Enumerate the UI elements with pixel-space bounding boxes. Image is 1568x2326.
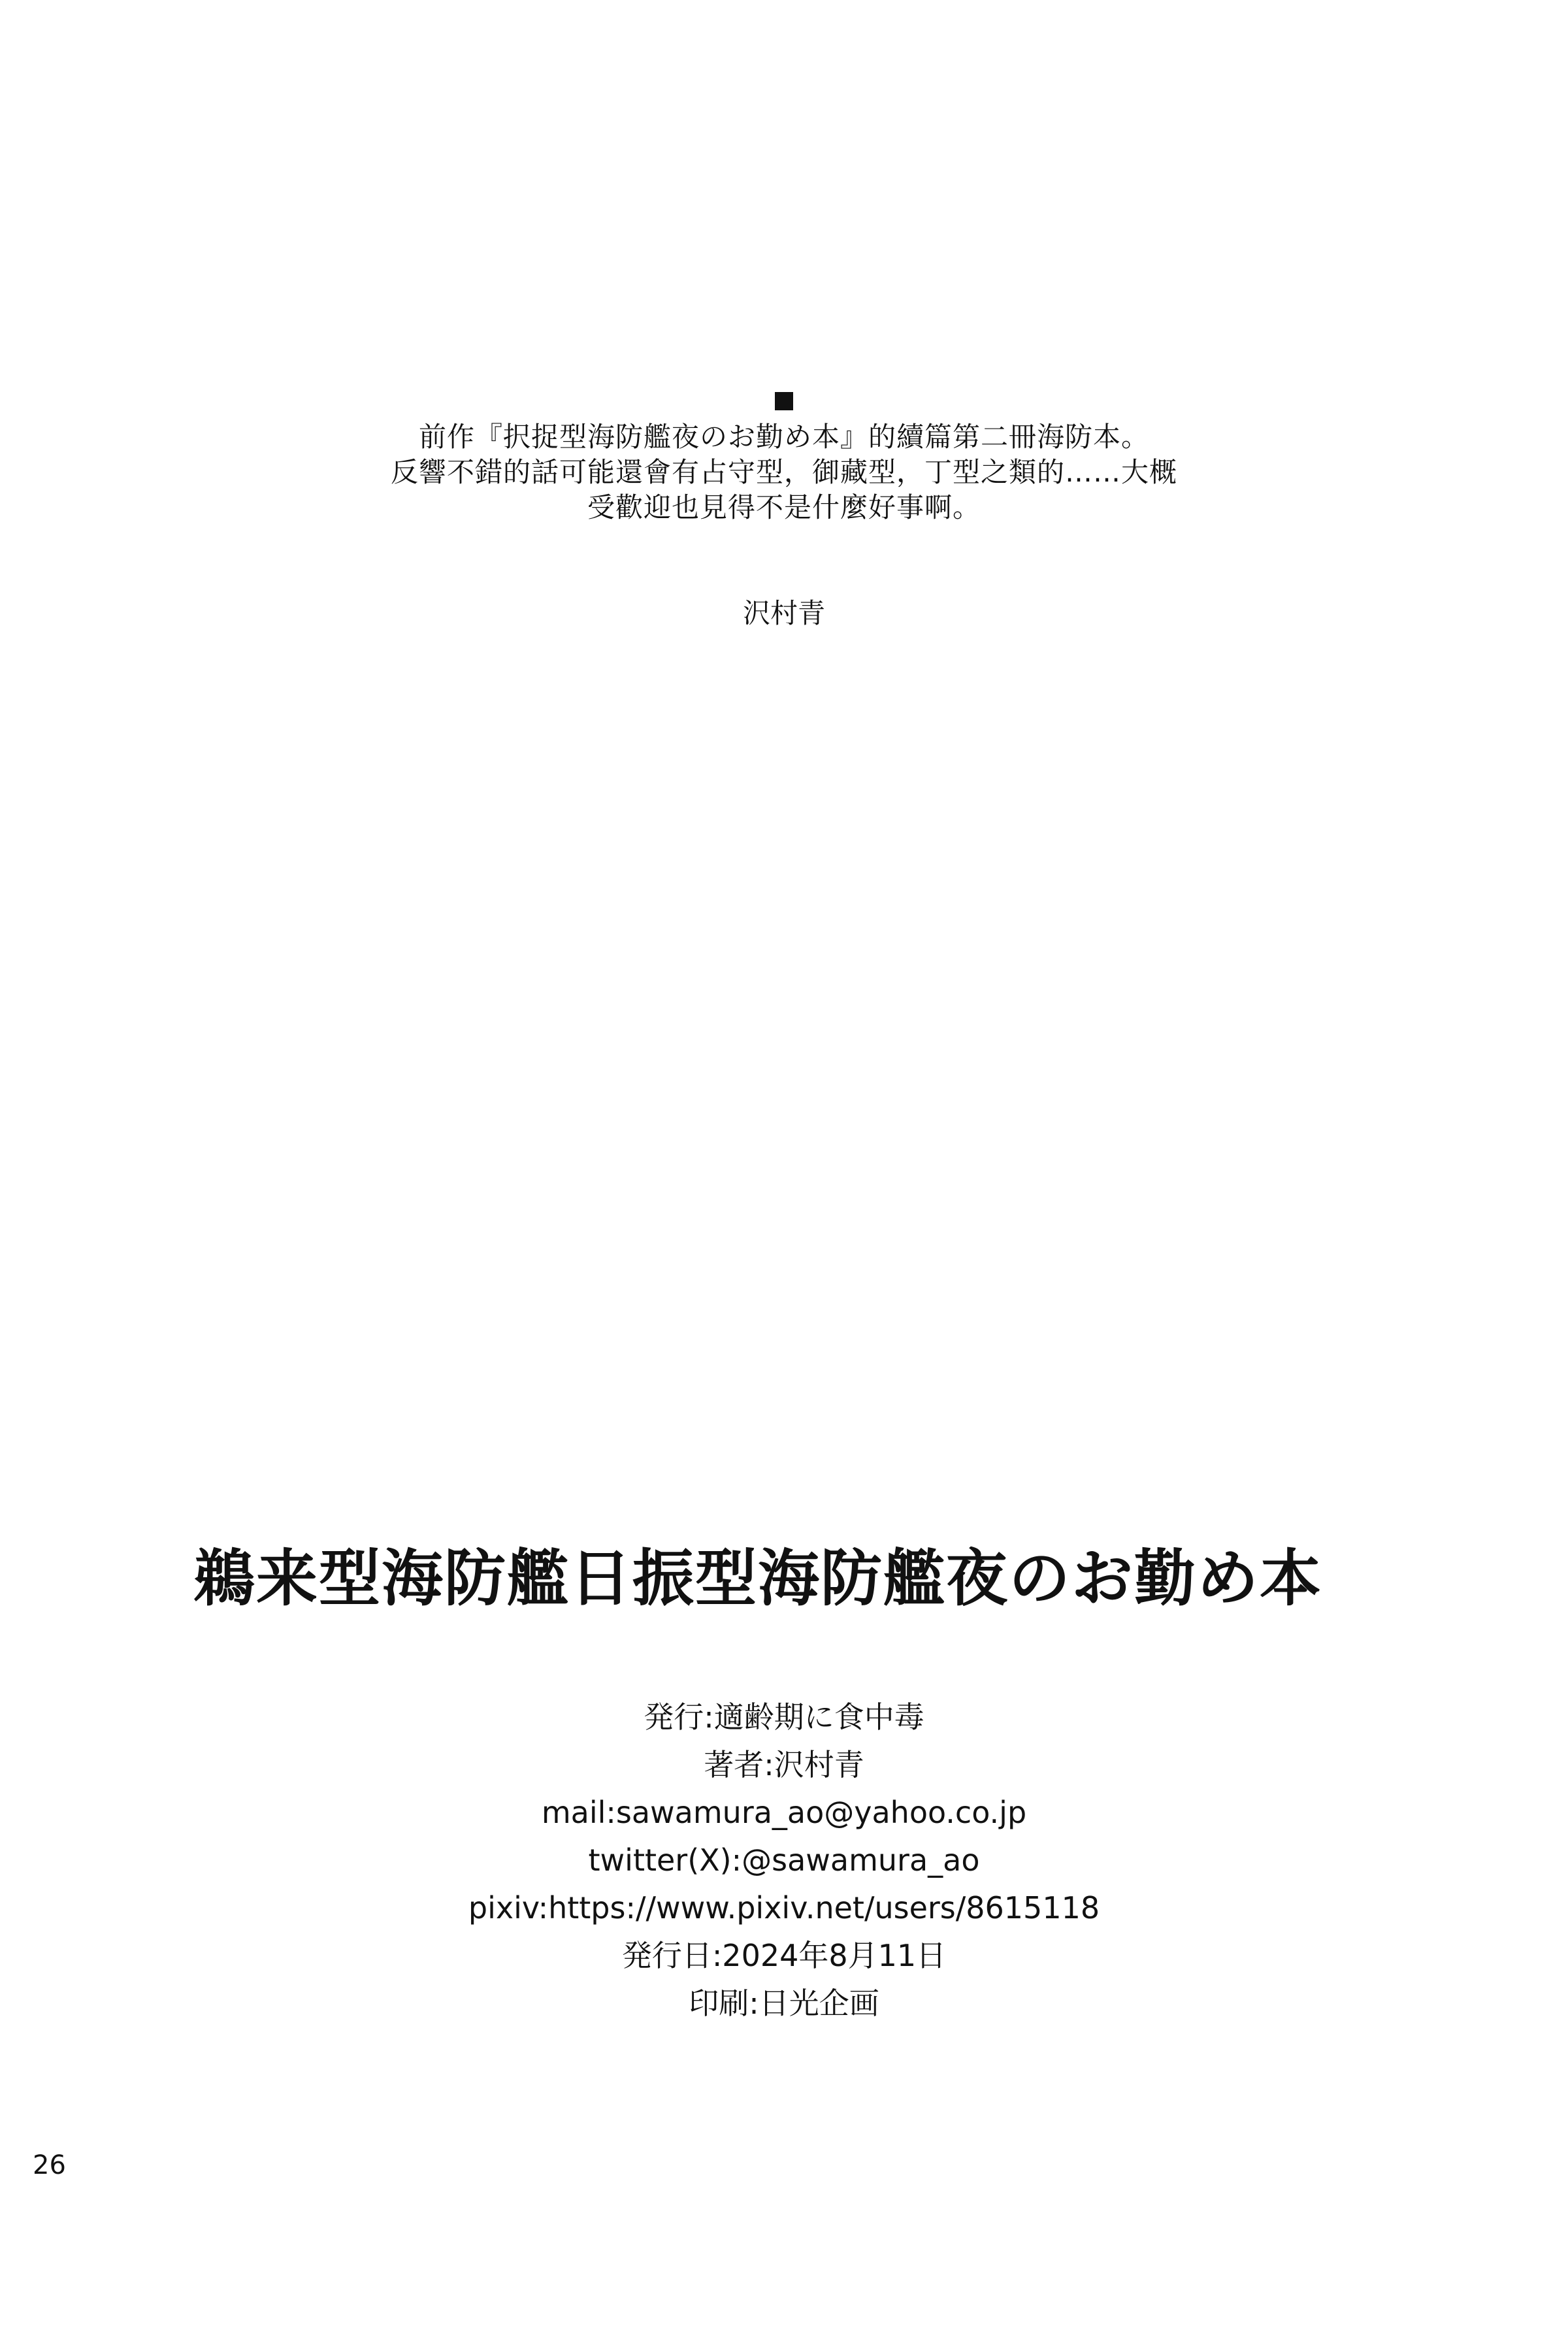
colophon-date: 発行日:2024年8月11日 <box>621 1938 947 1973</box>
afterword-line-3: 受歡迎也見得不是什麼好事啊。 <box>587 491 981 523</box>
afterword-line-2: 反響不錯的話可能還會有占守型，御藏型，丁型之類的……大概 <box>390 456 1177 488</box>
colophon-pixiv: pixiv:https://www.pixiv.net/users/8615118 <box>468 1890 1100 1925</box>
afterword-line-1: 前作『択捉型海防艦夜のお勤め本』的續篇第二冊海防本。 <box>418 421 1149 453</box>
page-number: 26 <box>33 2150 66 2180</box>
colophon-author: 著者:沢村青 <box>704 1747 864 1782</box>
colophon <box>0 1694 1568 2027</box>
square-bullet-icon <box>775 392 793 410</box>
colophon-mail: mail:sawamura_ao@yahoo.co.jp <box>541 1795 1027 1830</box>
colophon-printer: 印刷:日光企画 <box>689 1986 879 2021</box>
afterword <box>0 392 1568 525</box>
afterword-signature: 沢村青 <box>742 597 825 629</box>
book-title: 鵜来型海防艦日振型海防艦夜のお勤め本 <box>193 1543 1322 1614</box>
colophon-twitter: twitter(X):@sawamura_ao <box>588 1843 980 1878</box>
colophon-publisher: 発行:適齢期に食中毒 <box>644 1699 924 1735</box>
